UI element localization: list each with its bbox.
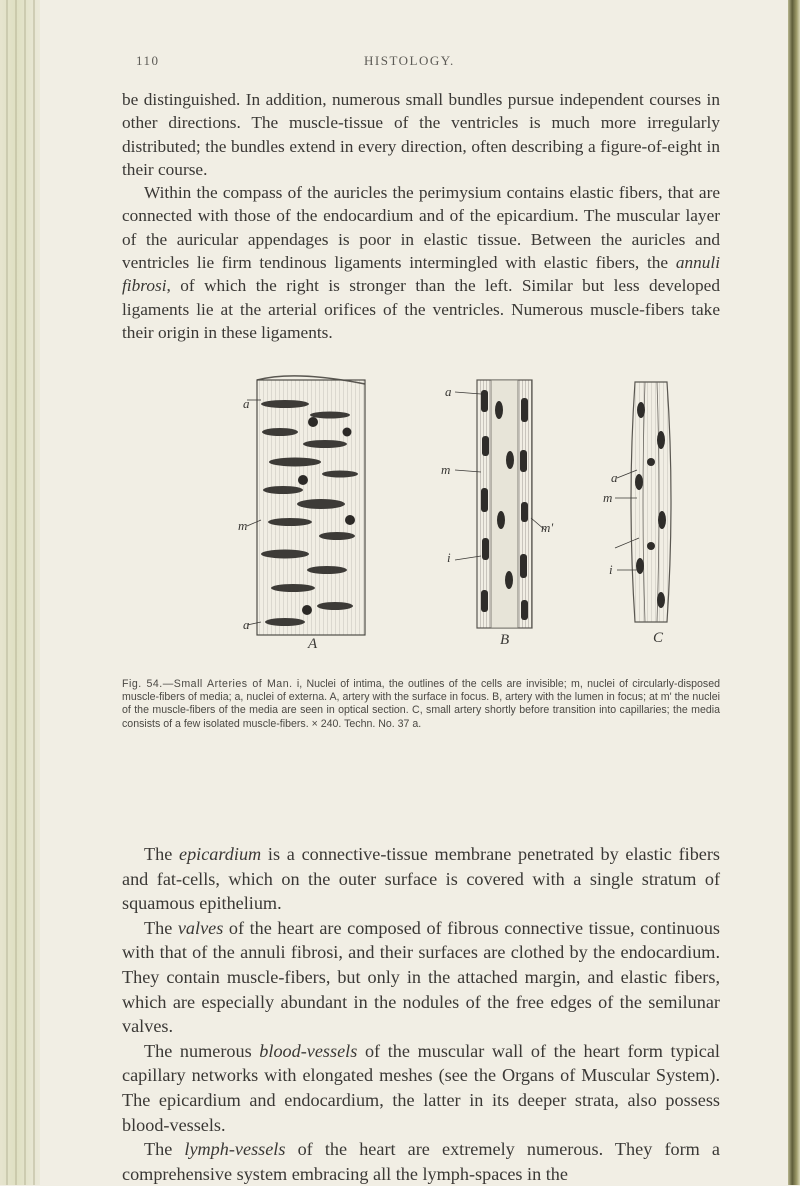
- paragraph: The epicardium is a connective-tissue membrane penetrated by elastic fibers and fat-cells, which on the outer surface is covered with a single stratum of squamous epithelium.: [122, 844, 720, 914]
- running-head: [40, 53, 788, 73]
- term-valves: valves: [177, 917, 224, 938]
- panel-a-artery: [257, 376, 365, 635]
- label-i-panel-c: i: [609, 562, 613, 577]
- label-a-panel-c: a: [611, 470, 618, 485]
- panel-c-artery: [631, 382, 671, 622]
- panel-label-b: B: [500, 632, 510, 648]
- paragraph: The valves of the heart are composed of fibrous connective tissue, continuous with that of the annuli fibrosi, and their surfaces are clothed by the endocardium. They contain muscle-fibers, but only in the attached margin, and elastic fibers, which are especially abundant in the nodules of the free edges of the semilunar valves.: [122, 917, 720, 1037]
- caption-lead: Fig. 54.—Small Arteries of Man.: [122, 678, 293, 690]
- page-number: 110: [136, 53, 160, 68]
- figure-caption: [122, 678, 720, 731]
- label-a-panel-a-bottom: a: [243, 617, 250, 632]
- panel-b-artery: [477, 380, 532, 628]
- figure-54-illustration: [238, 370, 715, 652]
- right-binding-edge: [788, 0, 800, 1185]
- left-binding-edge: [0, 0, 40, 1185]
- label-m-panel-a: m: [238, 518, 248, 533]
- top-text-block: [122, 88, 720, 344]
- label-a-panel-b: a: [445, 384, 452, 399]
- label-a-panel-a: a: [243, 396, 250, 411]
- term-epicardium: epicardium: [179, 844, 262, 864]
- book-page: [40, 0, 788, 1185]
- running-head-title: HISTOLOGY.: [364, 53, 455, 68]
- paragraph: The numerous blood-vessels of the muscular wall of the heart form typical capillary networks with elongated meshes (see the Organs of Muscular System). The epicardium and endocardium, the latter in its deeper strata, also possess blood-vessels.: [122, 1040, 720, 1135]
- bottom-text-block: [122, 842, 720, 1186]
- term-annuli-fibrosi: annuli fibrosi: [122, 253, 720, 296]
- paragraph: Within the compass of the auricles the perimysium contains elastic fibers, that are connected with those of the endocardium and of the epicardium. The muscular layer of the auricular appendages is poor in elastic tissue. Between the auricles and ventricles lie firm tendinous ligaments intermingled with elastic fibers, the annuli fibrosi, of which the right is stronger than the left. Similar but less developed ligaments lie at the arterial orifices of the ventricles. Numerous muscle-fibers take their origin in these ligaments.: [122, 183, 720, 342]
- paragraph: The lymph-vessels of the heart are extremely numerous. They form a comprehensive system embracing all the lymph-spaces in the: [122, 1139, 720, 1184]
- caption-body: i, Nuclei of intima, the outlines of the cells are invisible; m, nuclei of circularly-disposed muscle-fibers of media; a, nuclei of externa. A, artery with the surface in focus. B, artery with the lumen in focus; at m' the nuclei of the muscle-fibers of the media are seen in optical section. C, small artery shortly before transition into capillaries; the media consists of a few isolated muscle-fibers. × 240. Techn. No. 37 a.: [122, 678, 720, 730]
- label-m-prime-panel-b: m': [541, 520, 554, 535]
- panel-label-a: A: [308, 636, 318, 652]
- term-blood-vessels: blood-vessels: [259, 1040, 358, 1061]
- label-m-panel-b: m: [441, 462, 451, 477]
- label-i-panel-b: i: [447, 550, 451, 565]
- label-m-panel-c: m: [603, 490, 613, 505]
- paragraph: be distinguished. In addition, numerous small bundles pursue independent courses in other directions. The muscle-tissue of the ventricles is much more irregularly distributed; the bundles extend in every direction, often describing a figure-of-eight in their course.: [122, 90, 720, 179]
- term-lymph-vessels: lymph-vessels: [184, 1139, 286, 1160]
- panel-label-c: C: [653, 630, 664, 646]
